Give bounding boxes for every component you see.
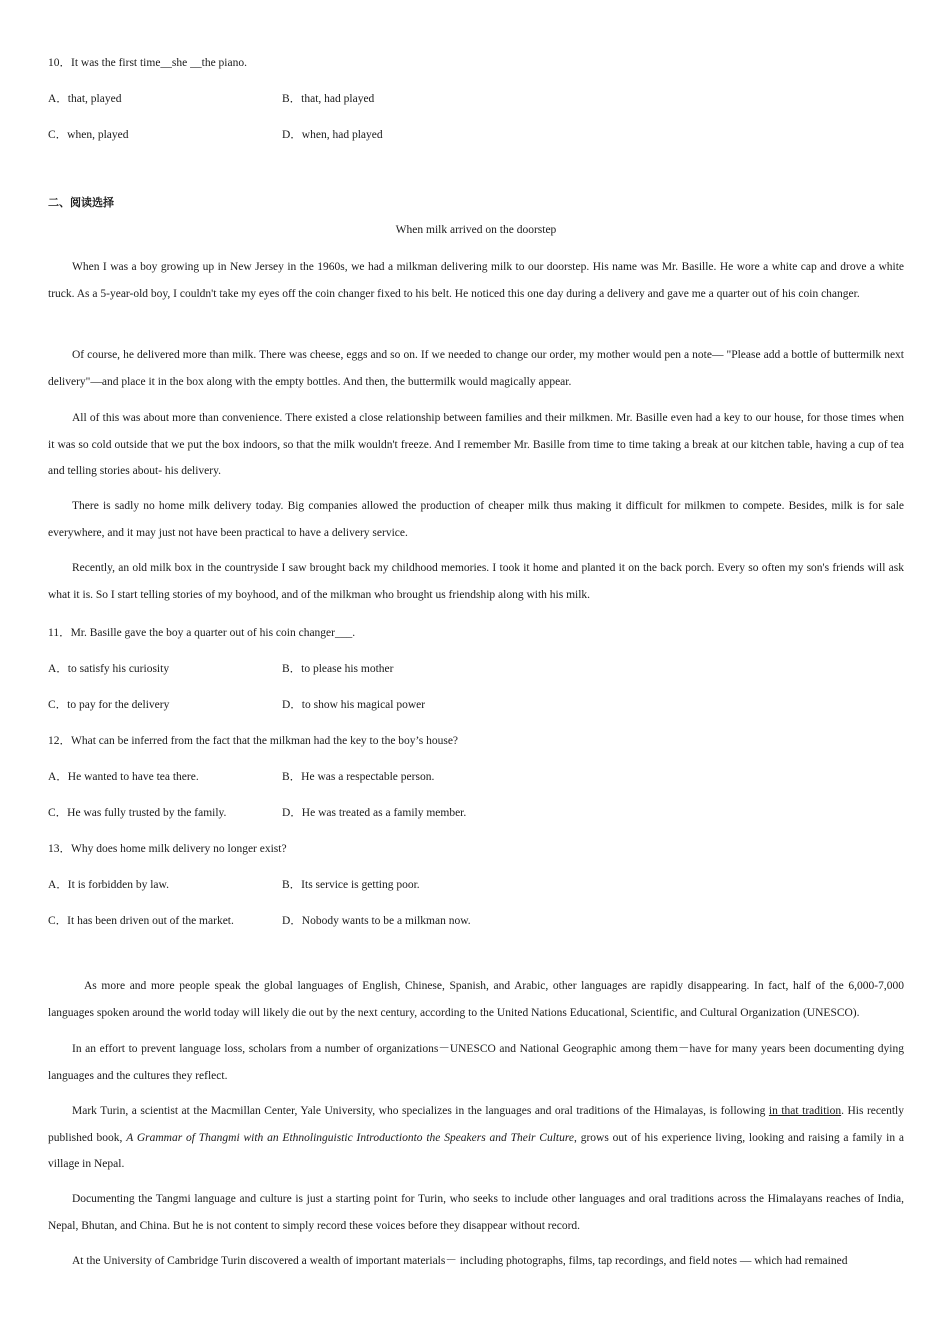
passage-title: When milk arrived on the doorstep — [395, 224, 557, 236]
p3-text-a: Mark Turin, a scientist at the Macmillan Center, Yale University, who specializes in the languages and oral traditions of the Himalayas, is following — [72, 1105, 769, 1117]
p3-underlined-phrase: in that tradition — [768, 1105, 842, 1117]
q11-option-d: D．to show his magical power — [282, 699, 426, 711]
q13-option-d: D．Nobody wants to be a milkman now. — [282, 915, 471, 927]
passage1-paragraph-4: There is sadly no home milk delivery today. Big companies allowed the production of cheaper milk thus making it difficult for milkmen to compete. Besides, milk is for sale everywhere, and it may just not have been practical to have a delivery service. — [48, 500, 904, 539]
p3-text-c: , grows out of his experience living, looking and raising a family in a village in Nepal. — [48, 1131, 904, 1170]
q11-option-a: A．to satisfy his curiosity — [48, 663, 170, 675]
passage1-paragraph-2: Of course, he delivered more than milk. There was cheese, eggs and so on. If we needed to change our order, my mother would pen a note— "Please add a bottle of buttermilk next delivery"—and place it in the box along with the empty bottles. And then, the buttermilk would magically appear. — [48, 349, 904, 388]
passage1-paragraph-3: All of this was about more than convenience. There existed a close relationship between families and their milkmen. Mr. Basille even had a key to our house, for those times when it was so cold outside that we put the box indoors, so that the milk wouldn't freeze. And I remember Mr. Basille from time to time taking a break at our kitchen table, having a cup of tea and telling stories about- his delivery. — [48, 412, 904, 477]
q12-option-d: D．He was treated as a family member. — [282, 807, 467, 819]
question-11-stem: 11．Mr. Basille gave the boy a quarter out of his coin changer___. — [48, 627, 356, 639]
q10-option-c: C．when, played — [48, 129, 129, 141]
question-10-stem: 10．It was the first time__she __the piano. — [48, 57, 247, 69]
q11-option-b: B．to please his mother — [282, 663, 394, 675]
p3-book-title: A Grammar of Thangmi with an Ethnolinguistic Introductionto the Speakers and Their Culture — [126, 1131, 575, 1144]
p3-text-b: . His recently published book, — [48, 1105, 904, 1144]
q12-option-a: A．He wanted to have tea there. — [48, 771, 199, 783]
q12-option-b: B．He was a respectable person. — [282, 771, 435, 783]
q11-option-c: C．to pay for the delivery — [48, 699, 170, 711]
passage2-paragraph-5: At the University of Cambridge Turin discovered a wealth of important materials－ including photographs, films, tap recordings, and field notes — which had remained — [72, 1255, 848, 1267]
q10-option-b: B．that, had played — [282, 93, 375, 105]
passage2-paragraph-1: As more and more people speak the global languages of English, Chinese, Spanish, and Arabic, other languages are rapidly disappearing. In fact, half of the 6,000-7,000 languages spoken around the world today will likely die out by the next century, according to the United Nations Educational, Scientific, and Cultural Organization (UNESCO). — [48, 980, 904, 1019]
q13-option-b: B．Its service is getting poor. — [282, 879, 420, 891]
q13-option-a: A．It is forbidden by law. — [48, 879, 169, 891]
q10-option-a: A．that, played — [48, 93, 122, 105]
passage1-paragraph-1: When I was a boy growing up in New Jersey in the 1960s, we had a milkman delivering milk to our doorstep. His name was Mr. Basille. He wore a white cap and drove a white truck. As a 5-year-old boy, I couldn't take my eyes off the coin changer fixed to his belt. He noticed this one day during a delivery and gave me a quarter out of his coin changer. — [48, 261, 904, 300]
passage2-paragraph-4: Documenting the Tangmi language and culture is just a starting point for Turin, who seeks to include other languages and oral traditions across the Himalayans reaches of India, Nepal, Bhutan, and China. But he is not content to simply record these voices before they disappear without record. — [48, 1193, 904, 1232]
passage2-paragraph-2: In an effort to prevent language loss, scholars from a number of organizations－UNESCO and National Geographic among them－have for many years been documenting dying languages and the cultures they reflect. — [48, 1043, 904, 1082]
question-13-stem: 13．Why does home milk delivery no longer exist? — [48, 843, 287, 855]
question-12-stem: 12．What can be inferred from the fact that the milkman had the key to the boy’s house? — [48, 735, 459, 747]
q10-option-d: D．when, had played — [282, 129, 383, 141]
passage1-paragraph-5: Recently, an old milk box in the countryside I saw brought back my childhood memories. I took it home and planted it on the back porch. Every so often my son's friends will ask what it is. So I start telling stories of my boyhood, and of the milkman who brought us friendship along with his milk. — [48, 562, 904, 601]
passage2-paragraph-3 — [48, 1098, 904, 1178]
q12-option-c: C．He was fully trusted by the family. — [48, 807, 227, 819]
q13-option-c: C．It has been driven out of the market. — [48, 915, 234, 927]
section-heading: 二、阅读选择 — [48, 196, 114, 209]
